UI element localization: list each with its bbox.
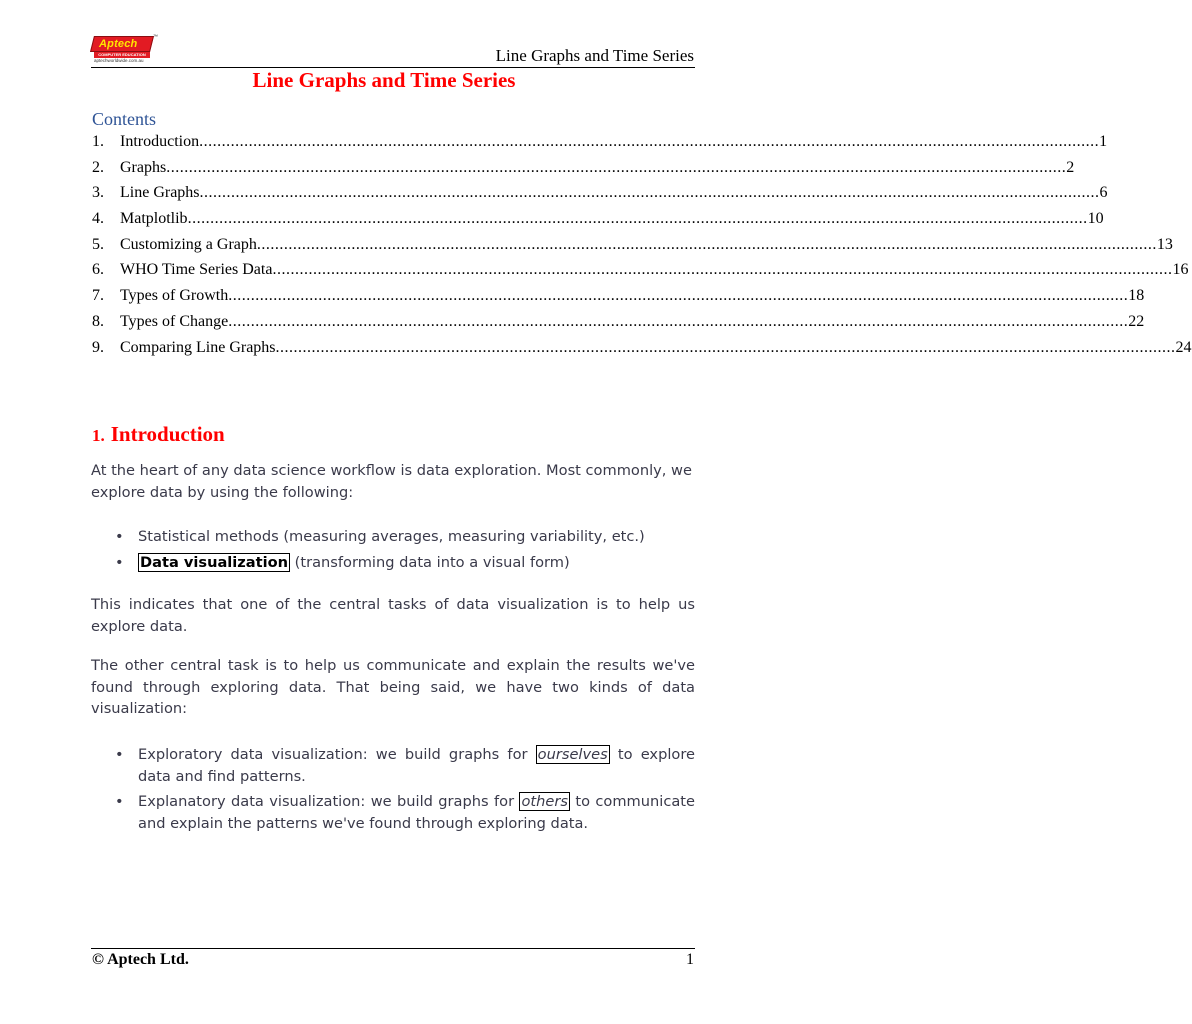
toc-dot-leader: ........................................................................................................................................................................................................ [275, 338, 1176, 356]
toc-entry[interactable] [92, 312, 1145, 339]
logo-brand-text: Aptech [99, 38, 138, 50]
toc-entry-label: Matplotlib [120, 210, 188, 228]
bullet-text: Explanatory data visualization: we build graphs for [138, 793, 520, 810]
toc-dot-leader: ........................................................................................................................................................................................................ [166, 158, 1067, 176]
toc-entry-page: 10 [1087, 210, 1104, 228]
logo-subtitle: COMPUTER EDUCATION [94, 52, 150, 58]
toc-entry[interactable] [92, 133, 1108, 159]
toc-entry-number: 9. [92, 338, 104, 356]
toc-dot-leader: ........................................................................................................................................................................................................ [256, 235, 1157, 253]
toc-entry-page: 22 [1128, 312, 1145, 330]
toc-entry[interactable] [92, 261, 1189, 287]
toc-entry-number: 7. [92, 287, 104, 305]
toc-entry-page: 24 [1175, 338, 1192, 356]
toc-entry-label: Types of Change [120, 312, 229, 330]
bullet-text: to communicate and explain the patterns we've found through exploring data. [138, 793, 695, 832]
toc-entry[interactable] [92, 158, 1075, 185]
highlighted-term: others [521, 793, 568, 810]
running-header-title: Line Graphs and Time Series [495, 46, 694, 65]
bullet-text: Statistical methods (measuring averages, measuring variability, etc.) [138, 528, 645, 545]
footer-page-number: 1 [686, 951, 694, 968]
toc-entry-page: 16 [1172, 261, 1189, 279]
toc-entry-number: 1. [92, 133, 104, 150]
toc-entry[interactable] [92, 184, 1108, 210]
toc-dot-leader: ........................................................................................................................................................................................................ [199, 184, 1100, 202]
toc-entry-label: WHO Time Series Data [120, 261, 273, 279]
toc-entry-number: 2. [92, 158, 104, 176]
toc-dot-leader: ........................................................................................................................................................................................................ [272, 261, 1173, 279]
toc-dot-leader: ........................................................................................................................................................................................................ [187, 210, 1088, 228]
list-item [91, 552, 695, 574]
toc-entry[interactable] [92, 210, 1104, 236]
toc-entry-page: 13 [1156, 235, 1173, 253]
toc-entry-page: 1 [1099, 133, 1108, 150]
highlighted-term: ourselves [537, 746, 608, 763]
footer-copyright: © Aptech Ltd. [92, 951, 189, 968]
toc-entry-label: Introduction [120, 133, 200, 150]
communicate-paragraph: The other central task is to help us communicate and explain the results we've found through exploring data. That being said, we have two kinds of data visualization: [91, 657, 695, 717]
toc-entry-label: Graphs [120, 158, 167, 176]
toc-entry-number: 6. [92, 261, 104, 279]
bullet-icon: • [115, 528, 124, 545]
toc-entry-page: 18 [1128, 287, 1145, 305]
bullet-icon: • [115, 553, 124, 571]
toc-entry-number: 4. [92, 210, 104, 228]
section-title: Introduction [110, 422, 225, 446]
contents-heading: Contents [92, 109, 157, 129]
toc-entry-label: Comparing Line Graphs [120, 338, 276, 356]
toc-dot-leader: ........................................................................................................................................................................................................ [228, 287, 1129, 305]
bullet-text: to explore data and find patterns. [138, 746, 695, 785]
logo-url: aptechworldwide.com.au [94, 58, 144, 63]
toc-entry-label: Line Graphs [120, 184, 200, 202]
table-of-contents [92, 133, 1192, 364]
section-number: 1. [92, 426, 105, 445]
toc-entry-number: 3. [92, 184, 104, 202]
bullet-icon: • [115, 793, 124, 810]
toc-entry-page: 2 [1066, 158, 1075, 176]
highlighted-term: Data visualization [140, 553, 289, 571]
bullet-icon: • [115, 746, 124, 763]
intro-paragraph: At the heart of any data science workflow is data exploration. Most commonly, we explore data by using the following: [91, 462, 692, 501]
toc-entry[interactable] [92, 338, 1192, 365]
bullet-text: (transforming data into a visual form) [290, 553, 570, 571]
toc-entry-page: 6 [1099, 184, 1108, 202]
toc-entry-label: Customizing a Graph [120, 235, 257, 253]
footer-divider [91, 948, 695, 949]
toc-dot-leader: ........................................................................................................................................................................................................ [199, 133, 1100, 150]
list-item [91, 744, 695, 787]
list-item [91, 526, 695, 548]
toc-entry[interactable] [92, 287, 1145, 313]
logo-trademark: ™ [153, 34, 158, 40]
exploration-methods-list [91, 526, 695, 577]
aptech-logo [92, 34, 158, 64]
toc-entry-label: Types of Growth [120, 287, 229, 305]
section-heading-introduction [92, 422, 225, 447]
logo-banner [90, 36, 154, 52]
bullet-text: Exploratory data visualization: we build graphs for [138, 746, 536, 763]
toc-entry-number: 8. [92, 312, 104, 330]
toc-entry-number: 5. [92, 235, 104, 253]
document-title: Line Graphs and Time Series [252, 68, 516, 92]
list-item [91, 791, 695, 834]
toc-entry[interactable] [92, 235, 1173, 262]
central-task-paragraph: This indicates that one of the central tasks of data visualization is to help us explore data. [91, 596, 695, 635]
toc-dot-leader: ........................................................................................................................................................................................................ [228, 312, 1129, 330]
visualization-kinds-list [91, 744, 695, 838]
